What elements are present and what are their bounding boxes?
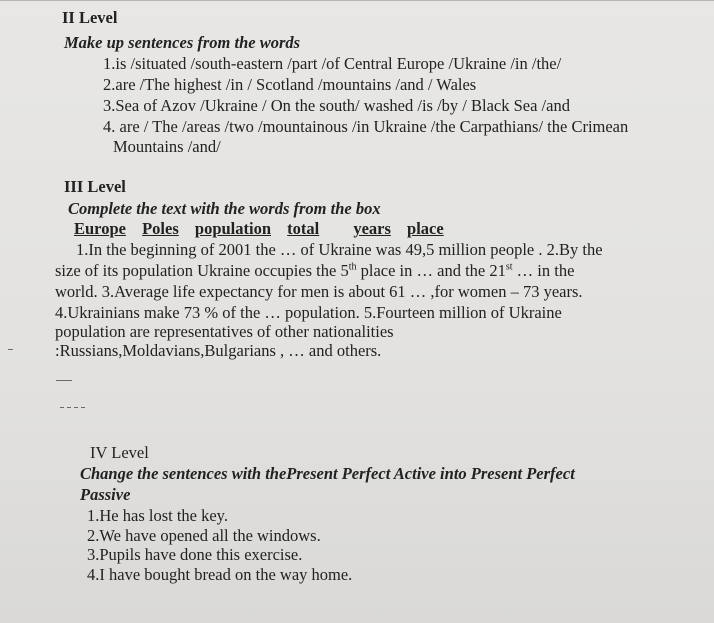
level2-item-1: 1.is /situated /south-eastern /part /of Central Europe /Ukraine /in /the/ (103, 54, 562, 73)
word-place: place (407, 219, 444, 238)
stray-mark (67, 407, 71, 408)
level3-text-line-2b: place in … and the 21 (356, 261, 506, 280)
level3-text-line-4: 4.Ukrainians make 73 % of the … population. 5.Fourteen million of Ukraine (55, 303, 562, 322)
word-total: total (287, 219, 320, 238)
level2-heading: II Level (62, 8, 118, 27)
superscript-th: th (348, 261, 357, 273)
word-box (74, 220, 456, 238)
word-poles: Poles (142, 219, 179, 238)
level3-text-line-2 (55, 262, 574, 280)
stray-mark (60, 407, 64, 408)
level3-text-line-3: world. 3.Average life expectancy for men is about 61 … ,for women – 73 years. (55, 282, 583, 301)
level2-instruction: Make up sentences from the words (64, 33, 301, 52)
word-years: years (353, 219, 391, 238)
stray-mark (8, 349, 13, 350)
level4-heading: IV Level (90, 443, 149, 462)
level2-item-4: 4. are / The /areas /two /mountainous /in Ukraine /the Carpathians/ the Crimean (103, 117, 629, 136)
stray-mark (81, 407, 85, 408)
level2-item-3: 3.Sea of Azov /Ukraine / On the south/ washed /is /by / Black Sea /and (103, 96, 570, 115)
level3-heading: III Level (64, 177, 126, 196)
level3-text-line-5: population are representatives of other nationalities (55, 322, 394, 341)
stray-mark (74, 407, 78, 408)
stray-mark (56, 380, 72, 381)
level4-item-4: 4.I have bought bread on the way home. (87, 565, 353, 584)
level3-text-line-2a: size of its population Ukraine occupies the 5 (55, 261, 349, 280)
page-top-edge (0, 0, 714, 1)
level3-text-line-1: 1.In the beginning of 2001 the … of Ukraine was 49,5 million people . 2.By the (76, 240, 603, 259)
level4-item-2: 2.We have opened all the windows. (87, 526, 321, 545)
level3-instruction: Complete the text with the words from the box (68, 199, 381, 218)
level3-text-line-6: :Russians,Moldavians,Bulgarians , … and others. (55, 341, 382, 360)
level4-instruction-line-2: Passive (80, 485, 131, 504)
level4-instruction-line-1: Change the sentences with thePresent Perfect Active into Present Perfect (80, 464, 575, 483)
level2-item-2: 2.are /The highest /in / Scotland /mountains /and / Wales (103, 75, 477, 94)
word-europe: Europe (74, 219, 126, 238)
word-population: population (194, 219, 272, 238)
level3-text-line-2c: … in the (512, 261, 575, 280)
superscript-st: st (505, 261, 513, 273)
level4-item-1: 1.He has lost the key. (87, 506, 228, 525)
level4-item-3: 3.Pupils have done this exercise. (87, 545, 303, 564)
level2-item-4-continued: Mountains /and/ (113, 137, 221, 156)
